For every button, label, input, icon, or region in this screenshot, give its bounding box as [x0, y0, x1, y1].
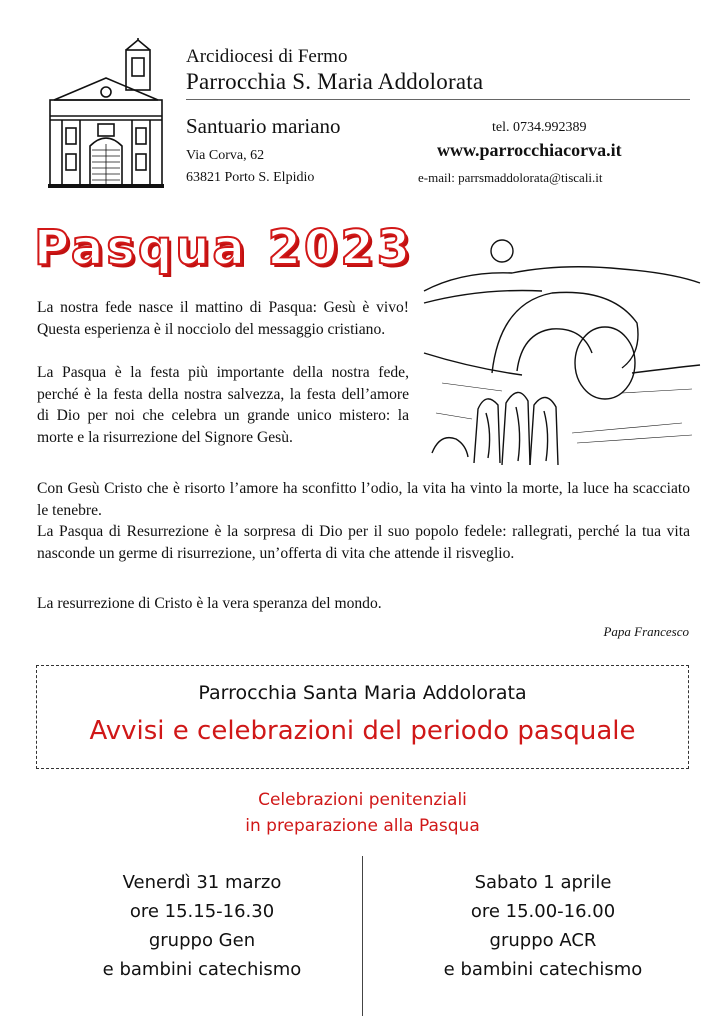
notices-title: Avvisi e celebrazioni del periodo pasquale — [89, 716, 636, 746]
celebration-group: gruppo Gen — [148, 930, 256, 951]
notices-parish-name: Parrocchia Santa Maria Addolorata — [198, 682, 527, 704]
penitential-subheading: in preparazione alla Pasqua — [245, 816, 480, 836]
column-divider — [362, 856, 363, 1016]
celebration-date: Sabato 1 aprile — [474, 872, 612, 893]
quote-author: Papa Francesco — [603, 624, 689, 639]
celebration-right — [403, 868, 683, 984]
notices-box — [36, 665, 689, 769]
church-logo — [40, 38, 170, 188]
parish-name: Parrocchia S. Maria Addolorata — [186, 69, 484, 94]
easter-title: Pasqua 2023 — [34, 220, 414, 276]
celebration-left — [62, 868, 342, 984]
empty-tomb-illustration — [422, 233, 702, 473]
diocese-name: Arcidiocesi di Fermo — [186, 46, 348, 67]
address-street: Via Corva, 62 — [186, 148, 265, 163]
telephone: tel. 0734.992389 — [492, 120, 587, 135]
address-city: 63821 Porto S. Elpidio — [186, 170, 315, 185]
celebration-extra: e bambini catechismo — [443, 959, 643, 980]
penitential-heading: Celebrazioni penitenziali — [258, 790, 467, 810]
celebration-group: gruppo ACR — [489, 930, 597, 951]
article-paragraph: La Pasqua è la festa più importante della nostra fede, perché è la festa della nostra salvezza, la festa dell’amore di Dio per noi che celebra un grande unico mistero: la morte e la risurrezione del Signore Gesù. — [37, 364, 409, 447]
article-paragraph: Con Gesù Cristo che è risorto l’amore ha sconfitto l’odio, la vita ha vinto la morte, la luce ha scacciato le tenebre. — [37, 480, 690, 519]
celebration-extra: e bambini catechismo — [102, 959, 302, 980]
article-paragraph: La Pasqua di Resurrezione è la sorpresa di Dio per il suo popolo fedele: rallegrati, perché la tua vita nasconde un germe di risurrezione, un’offerta di vita che attende il risveglio. — [37, 523, 690, 562]
email-address[interactable]: e-mail: parrsmaddolorata@tiscali.it — [418, 170, 603, 185]
website-link[interactable]: www.parrocchiacorva.it — [437, 140, 622, 160]
article-paragraph: La resurrezione di Cristo è la vera speranza del mondo. — [37, 595, 382, 612]
celebration-time: ore 15.15-16.30 — [129, 901, 275, 922]
celebration-date: Venerdì 31 marzo — [122, 872, 282, 893]
sanctuary-label: Santuario mariano — [186, 114, 341, 138]
celebration-time: ore 15.00-16.00 — [470, 901, 616, 922]
header-divider — [186, 99, 690, 100]
article-paragraph: La nostra fede nasce il mattino di Pasqua: Gesù è vivo! Questa esperienza è il nocciolo del messaggio cristiano. — [37, 299, 409, 338]
